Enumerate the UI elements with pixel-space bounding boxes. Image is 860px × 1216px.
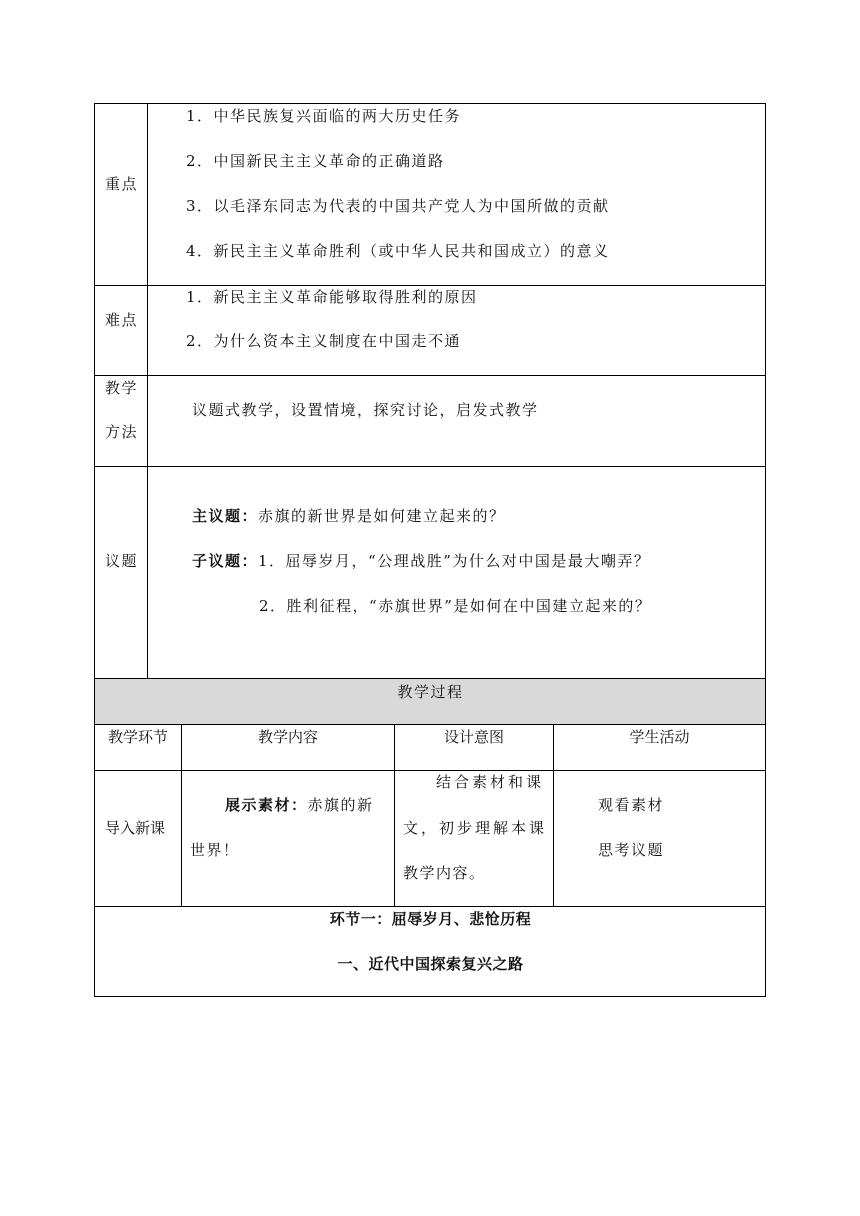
sub-topic-2: 2．胜利征程，“赤旗世界”是如何在中国建立起来的？ <box>259 597 652 615</box>
table-border <box>94 103 766 104</box>
stage-intro: 导入新课 <box>105 819 166 837</box>
intro-content-line2: 世界！ <box>190 841 240 859</box>
material-label: 展示素材： <box>225 796 308 814</box>
key-point-item: 3．以毛泽东同志为代表的中国共产党人为中国所做的贡献 <box>186 197 610 215</box>
intro-intent-line2: 文，初步理解本课 <box>403 819 548 837</box>
difficulty-item: 1．新民主主义革命能够取得胜利的原因 <box>186 288 478 306</box>
col-header-activity: 学生活动 <box>629 728 690 746</box>
table-border <box>147 103 148 679</box>
key-point-item: 4．新民主主义革命胜利（或中华人民共和国成立）的意义 <box>186 242 610 260</box>
key-point-item: 2．中国新民主主义革命的正确道路 <box>186 152 445 170</box>
intro-intent-line1: 结合素材和课 <box>436 773 545 791</box>
table-border <box>94 103 95 997</box>
table-border <box>94 906 766 907</box>
table-border <box>94 770 766 771</box>
process-header: 教学过程 <box>397 683 464 701</box>
row-label-key-points: 重点 <box>105 175 139 193</box>
sub-topic-label: 子议题： <box>192 552 259 570</box>
table-border <box>94 375 766 376</box>
section-heading: 环节一：屈辱岁月、悲怆历程 <box>329 910 532 928</box>
col-header-stage: 教学环节 <box>107 728 168 746</box>
table-border <box>94 466 766 467</box>
main-topic <box>192 506 506 526</box>
methods-text: 议题式教学，设置情境，探究讨论，启发式教学 <box>192 401 539 419</box>
main-topic-text: 赤旗的新世界是如何建立起来的？ <box>258 507 506 525</box>
table-border <box>765 103 766 997</box>
row-label-difficulties: 难点 <box>105 311 139 329</box>
table-border <box>181 724 182 906</box>
table-border <box>553 724 554 906</box>
table-border <box>94 285 766 286</box>
intro-activity-1: 观看素材 <box>598 796 665 814</box>
difficulty-item: 2．为什么资本主义制度在中国走不通 <box>186 332 462 350</box>
table-border <box>94 996 766 997</box>
main-topic-label: 主议题： <box>192 507 259 525</box>
intro-intent-line3: 教学内容。 <box>403 864 486 882</box>
sub-topic-text: 1．屈辱岁月，“公理战胜”为什么对中国是最大嘲弄？ <box>258 552 651 570</box>
table-border <box>94 724 766 725</box>
subsection-heading: 一、近代中国探索复兴之路 <box>337 955 524 973</box>
intro-content-line1 <box>225 795 374 815</box>
row-label-methods-line1: 教学 <box>105 379 139 397</box>
material-text: 赤旗的新 <box>307 796 374 814</box>
col-header-content: 教学内容 <box>257 728 318 746</box>
row-label-topics: 议题 <box>105 552 139 570</box>
intro-activity-2: 思考议题 <box>598 841 665 859</box>
row-label-methods-line2: 方法 <box>105 423 139 441</box>
table-border <box>394 724 395 906</box>
table-border <box>94 678 766 679</box>
sub-topic-1 <box>192 551 650 571</box>
col-header-intent: 设计意图 <box>443 728 504 746</box>
key-point-item: 1．中华民族复兴面临的两大历史任务 <box>186 107 462 125</box>
